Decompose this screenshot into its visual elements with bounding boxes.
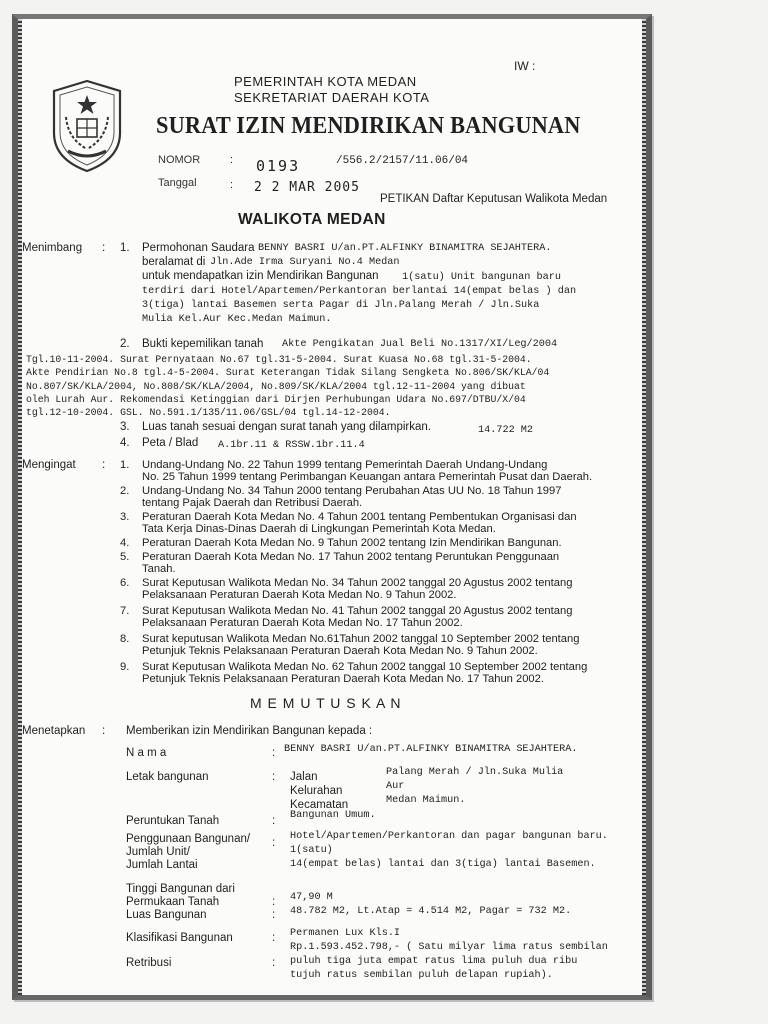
menimbang-item-4-label: Peta / Blad [142, 437, 199, 449]
nomor-suffix: /556.2/2157/11.06/04 [336, 155, 469, 167]
letak-colon: : [272, 771, 276, 783]
mengingat-item-num: 2. [120, 485, 130, 497]
page-mark: IW : [514, 59, 536, 73]
jalan-label: Jalan [290, 771, 318, 783]
petikan: PETIKAN Daftar Keputusan Walikota Medan [380, 193, 608, 205]
kelurahan-value: Aur [386, 781, 405, 792]
document-page [12, 14, 652, 1000]
jumlah-unit-label: Jumlah Unit/ [126, 846, 190, 858]
mengingat-item-line: Petunjuk Teknis Pelaksanaan Peraturan Daerah Kota Medan No. 9 Tahun 2002. [142, 645, 538, 657]
mengingat-item-line: Pelaksanaan Peraturan Daerah Kota Medan No. 17 Tahun 2002. [142, 617, 463, 629]
menimbang-item-2-label: Bukti kepemilikan tanah [142, 338, 264, 350]
mengingat-item-line: No. 25 Tahun 1999 tentang Perimbangan Keuangan antara Pemerintah Pusat dan Daerah. [142, 471, 593, 483]
tinggi-label: Tinggi Bangunan dari [126, 883, 235, 895]
menimbang-item-3-label: Luas tanah sesuai dengan surat tanah yang dilampirkan. [142, 421, 431, 433]
nama-label: N a m a [126, 747, 167, 759]
retribusi-line-3: tujuh ratus sembilan puluh delapan rupiah). [290, 970, 553, 981]
klasifikasi-label: Klasifikasi Bangunan [126, 932, 233, 944]
menimbang-item-2-line-4: No.807/SK/KLA/2004, No.808/SK/KLA/2004, No.809/SK/KLA/2004 tgl.12-11-2004 yang dibuat [26, 381, 526, 392]
mengingat-item-line: tentang Pajak Daerah dan Retribusi Daerah. [142, 497, 363, 509]
peruntukan-value: Bangunan Umum. [290, 810, 376, 821]
mengingat-item-line: Surat keputusan Walikota Medan No.61Tahun 2002 tanggal 10 September 2002 tentang [142, 633, 580, 645]
tinggi-value: 47,90 M [290, 892, 333, 903]
tinggi-label-2: Permukaan Tanah [126, 896, 220, 908]
menimbang-item-2-line-6: tgl.12-10-2004. GSL. No.591.1/135/11.06/GSL/04 tgl.14-12-2004. [26, 407, 391, 418]
jumlah-lantai-label: Jumlah Lantai [126, 859, 198, 871]
penggunaan-label: Penggunaan Bangunan/ [126, 833, 251, 845]
mengingat-item-line: Peraturan Daerah Kota Medan No. 9 Tahun 2002 tentang Izin Mendirikan Bangunan. [142, 537, 562, 549]
menimbang-item-2-line-3: Akte Pendirian No.8 tgl.4-5-2004. Surat Keterangan Tidak Silang Sengketa No.806/SK/KLA/04 [26, 367, 550, 378]
retribusi-line-1: Rp.1.593.452.798,- ( Satu milyar lima ratus sembilan [290, 942, 608, 953]
nama-value: BENNY BASRI U/an.PT.ALFINKY BINAMITRA SEJAHTERA. [284, 744, 578, 755]
menimbang-item-1-line-3b: 1(satu) Unit bangunan baru [402, 272, 561, 283]
medan-city-emblem-icon [46, 77, 128, 175]
jalan-value: Palang Merah / Jln.Suka Mulia [386, 767, 564, 778]
mengingat-item-num: 4. [120, 537, 130, 549]
menimbang-item-1-line-1b: BENNY BASRI U/an.PT.ALFINKY BINAMITRA SEJAHTERA. [258, 243, 552, 254]
menimbang-item-1-line-5: 3(tiga) lantai Basemen serta Pagar di Jln.Palang Merah / Jln.Suka [142, 300, 540, 311]
menimbang-item-2-line-1: Akte Pengikatan Jual Beli No.1317/XI/Leg/2004 [282, 339, 558, 350]
mengingat-item-line: Peraturan Daerah Kota Medan No. 4 Tahun 2001 tentang Pembentukan Organisasi dan [142, 511, 577, 523]
mengingat-item-num: 3. [120, 511, 130, 523]
klasifikasi-colon: : [272, 932, 276, 944]
menimbang-item-1-line-2a: beralamat di [142, 256, 206, 268]
scan-edge-right [642, 19, 646, 995]
header-government: PEMERINTAH KOTA MEDAN [234, 74, 417, 89]
mengingat-item-line: Peraturan Daerah Kota Medan No. 17 Tahun 2002 tentang Peruntukan Penggunaan [142, 551, 560, 563]
menetapkan-intro: Memberikan izin Mendirikan Bangunan kepada : [126, 725, 373, 737]
luas-bangunan-label: Luas Bangunan [126, 909, 207, 921]
kecamatan-value: Medan Maimun. [386, 795, 466, 806]
menimbang-item-1-line-4: terdiri dari Hotel/Apartemen/Perkantoran berlantai 14(empat belas ) dan [142, 286, 577, 297]
mengingat-item-num: 7. [120, 605, 130, 617]
tanggal-stamp: 2 2 MAR 2005 [254, 180, 360, 195]
menimbang-item-3-value: 14.722 M2 [478, 425, 534, 436]
penggunaan-colon: : [272, 837, 276, 849]
walikota-heading: WALIKOTA MEDAN [238, 211, 386, 228]
peruntukan-label: Peruntukan Tanah [126, 815, 220, 827]
menimbang-item-3-num: 3. [120, 421, 130, 433]
nomor-stamp: 0193 [256, 157, 301, 175]
menimbang-item-4-value: A.1br.11 & RSSW.1br.11.4 [218, 440, 365, 451]
retribusi-label: Retribusi [126, 957, 172, 969]
menimbang-item-2-line-5: oleh Lurah Aur. Rekomendasi Ketinggian dari Dirjen Perhubungan Udara No.697/DTBU/X/04 [26, 394, 526, 405]
menimbang-label: Menimbang [22, 242, 83, 254]
menetapkan-label: Menetapkan [22, 725, 86, 737]
mengingat-item-num: 8. [120, 633, 130, 645]
menimbang-item-1-line-6: Mulia Kel.Aur Kec.Medan Maimun. [142, 314, 332, 325]
tanggal-label: Tanggal [158, 177, 197, 189]
mengingat-item-line: Surat Keputusan Walikota Medan No. 34 Tahun 2002 tanggal 20 Agustus 2002 tentang [142, 577, 573, 589]
jumlah-lantai-value: 14(empat belas) lantai dan 3(tiga) lantai Basemen. [290, 859, 596, 870]
menimbang-item-2-line-2: Tgl.10-11-2004. Surat Pernyataan No.67 tgl.31-5-2004. Surat Kuasa No.68 tgl.31-5-2004. [26, 354, 532, 365]
jumlah-unit-value: 1(satu) [290, 845, 333, 856]
nomor-colon: : [230, 154, 234, 166]
tinggi-colon: : [272, 896, 276, 908]
retribusi-line-2: puluh tiga juta empat ratus lima puluh dua ribu [290, 956, 578, 967]
nomor-label: NOMOR [158, 154, 201, 166]
menimbang-item-1-num: 1. [120, 242, 130, 254]
mengingat-colon: : [102, 459, 106, 471]
mengingat-item-line: Pelaksanaan Peraturan Daerah Kota Medan No. 9 Tahun 2002. [142, 589, 457, 601]
menimbang-item-1-line-3a: untuk mendapatkan izin Mendirikan Bangunan [142, 270, 379, 282]
menimbang-item-4-num: 4. [120, 437, 130, 449]
luas-bangunan-value: 48.782 M2, Lt.Atap = 4.514 M2, Pagar = 732 M2. [290, 906, 572, 917]
kelurahan-label: Kelurahan [290, 785, 343, 797]
menimbang-item-1-line-1a: Permohonan Saudara [142, 242, 255, 254]
mengingat-item-line: Surat Keputusan Walikota Medan No. 62 Tahun 2002 tanggal 10 September 2002 tentang [142, 661, 588, 673]
luas-colon: : [272, 909, 276, 921]
mengingat-item-num: 6. [120, 577, 130, 589]
mengingat-item-line: Tata Kerja Dinas-Dinas Daerah di Lingkungan Pemerintah Kota Medan. [142, 523, 496, 535]
kecamatan-label: Kecamatan [290, 799, 349, 811]
memutuskan-heading: M E M U T U S K A N [250, 695, 402, 711]
mengingat-item-num: 9. [120, 661, 130, 673]
mengingat-item-line: Undang-Undang No. 34 Tahun 2000 tentang Perubahan Atas UU No. 18 Tahun 1997 [142, 485, 562, 497]
header-secretariat: SEKRETARIAT DAERAH KOTA [234, 90, 430, 105]
penggunaan-value: Hotel/Apartemen/Perkantoran dan pagar bangunan baru. [290, 831, 608, 842]
mengingat-item-num: 5. [120, 551, 130, 563]
menimbang-item-2-num: 2. [120, 338, 130, 350]
menimbang-item-1-line-2b: Jln.Ade Irma Suryani No.4 Medan [210, 257, 400, 268]
peruntukan-colon: : [272, 815, 276, 827]
mengingat-item-line: Petunjuk Teknis Pelaksanaan Peraturan Daerah Kota Medan No. 17 Tahun 2002. [142, 673, 544, 685]
menimbang-colon: : [102, 242, 106, 254]
letak-bangunan-label: Letak bangunan [126, 771, 209, 783]
mengingat-item-line: Surat Keputusan Walikota Medan No. 41 Tahun 2002 tanggal 20 Agustus 2002 tentang [142, 605, 573, 617]
mengingat-item-line: Tanah. [142, 563, 176, 575]
scan-edge-left [18, 19, 22, 995]
mengingat-label: Mengingat [22, 459, 76, 471]
mengingat-item-line: Undang-Undang No. 22 Tahun 1999 tentang Pemerintah Daerah Undang-Undang [142, 459, 548, 471]
mengingat-item-num: 1. [120, 459, 130, 471]
retribusi-colon: : [272, 957, 276, 969]
tanggal-colon: : [230, 179, 234, 191]
nama-colon: : [272, 747, 276, 759]
klasifikasi-value: Permanen Lux Kls.I [290, 928, 401, 939]
menetapkan-colon: : [102, 725, 106, 737]
document-title: SURAT IZIN MENDIRIKAN BANGUNAN [156, 113, 581, 139]
